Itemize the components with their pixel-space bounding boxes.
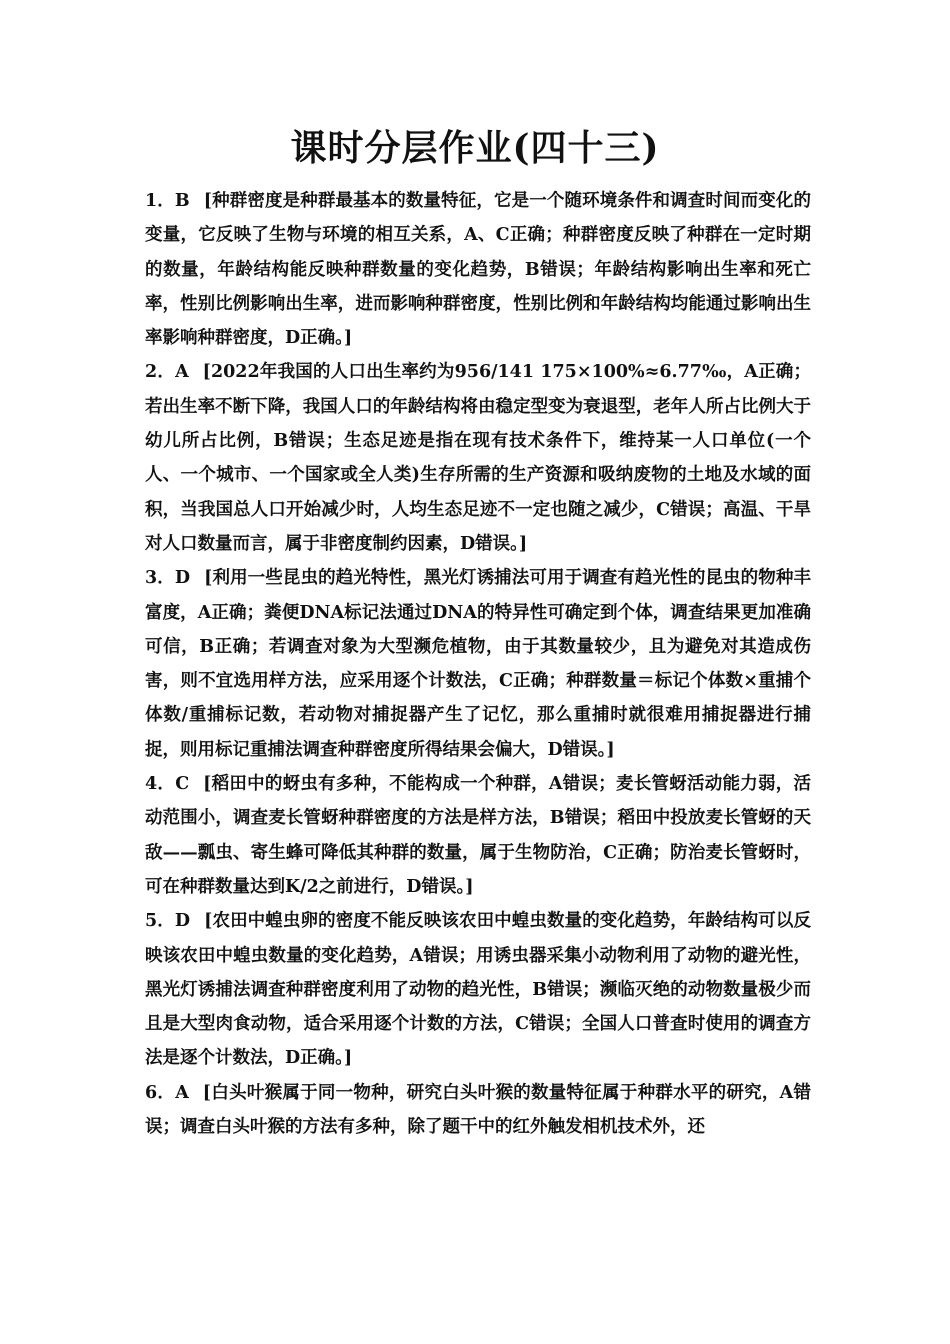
answer-number: 4． xyxy=(145,774,176,795)
answer-explanation: [2022年我国的人口出生率约为956/141 175×100%≈6.77‰，A正确；若出生率不断下降，我国人口的年龄结构将由稳定型变为衰退型，老年人所占比例大于幼儿所占比例，B错误；生态足迹是指在现有技术条件下，维持某一人口单位(一个人、一个城市、一个国家或全人类)生存所需的生产资源和吸纳废物的土地及水域的面积，当我国总人口开始减少时，人均生态足迹不一定也随之减少，C错误；高温、干旱对人口数量而言，属于非密度制约因素，D错误。] xyxy=(145,362,811,554)
answer-number: 3． xyxy=(145,568,175,589)
answer-explanation: [稻田中的蚜虫有多种，不能构成一个种群，A错误；麦长管蚜活动能力弱，活动范围小，调查麦长管蚜种群密度的方法是样方法，B错误；稻田中投放麦长管蚜的天敌——瓢虫、寄生蜂可降低其种群的数量，属于生物防治，C正确；防治麦长管蚜时，可在种群数量达到K/2之前进行，D错误。] xyxy=(145,774,811,897)
answer-letter: D xyxy=(174,911,191,932)
answer-item-3 xyxy=(145,561,811,767)
answer-explanation: [农田中蝗虫卵的密度不能反映该农田中蝗虫数量的变化趋势，年龄结构可以反映该农田中蝗虫数量的变化趋势，A错误；用诱虫器采集小动物利用了动物的避光性，黑光灯诱捕法调查种群密度利用了动物的趋光性，B错误；濒临灭绝的动物数量极少而且是大型肉食动物，适合采用逐个计数的方法，C错误；全国人口普查时使用的调查方法是逐个计数法，D正确。] xyxy=(145,911,811,1069)
answer-item-5 xyxy=(145,904,811,1075)
answer-explanation: [种群密度是种群最基本的数量特征，它是一个随环境条件和调查时间而变化的变量，它反映了生物与环境的相互关系，A、C正确；种群密度反映了种群在一定时期的数量，年龄结构能反映种群数量的变化趋势，B错误；年龄结构影响出生率和死亡率，性别比例影响出生率，进而影响种群密度，性别比例和年龄结构均能通过影响出生率影响种群密度，D正确。] xyxy=(145,191,811,349)
answer-explanation: [利用一些昆虫的趋光特性，黑光灯诱捕法可用于调查有趋光性的昆虫的物种丰富度，A正确；粪便DNA标记法通过DNA的特异性可确定到个体，调查结果更加准确可信，B正确；若调查对象为大型濒危植物，由于其数量较少，且为避免对其造成伤害，则不宜选用样方法，应采用逐个计数法，C正确；种群数量＝标记个体数×重捕个体数/重捕标记数，若动物对捕捉器产生了记忆，那么重捕时就很难用捕捉器进行捕捉，则用标记重捕法调查种群密度所得结果会偏大，D错误。] xyxy=(145,568,811,760)
answer-letter: A xyxy=(175,362,189,383)
answer-letter: D xyxy=(174,568,191,589)
answer-list xyxy=(145,184,811,1144)
answer-number: 6． xyxy=(145,1082,176,1103)
page-title: 课时分层作业(四十三) xyxy=(290,127,660,169)
answer-number: 5． xyxy=(145,911,175,932)
answer-item-6 xyxy=(145,1076,811,1145)
answer-letter: A xyxy=(175,1082,189,1103)
answer-item-1 xyxy=(145,184,811,355)
answer-explanation: [白头叶猴属于同一物种，研究白头叶猴的数量特征属于种群水平的研究，A错误；调查白头叶猴的方法有多种，除了题干中的红外触发相机技术外，还 xyxy=(145,1082,811,1138)
answer-item-4 xyxy=(145,767,811,904)
answer-letter: B xyxy=(174,191,190,211)
answer-item-2 xyxy=(145,355,811,561)
answer-number: 2． xyxy=(145,362,176,383)
answer-letter: C xyxy=(175,774,190,795)
answer-number: 1． xyxy=(145,191,175,211)
